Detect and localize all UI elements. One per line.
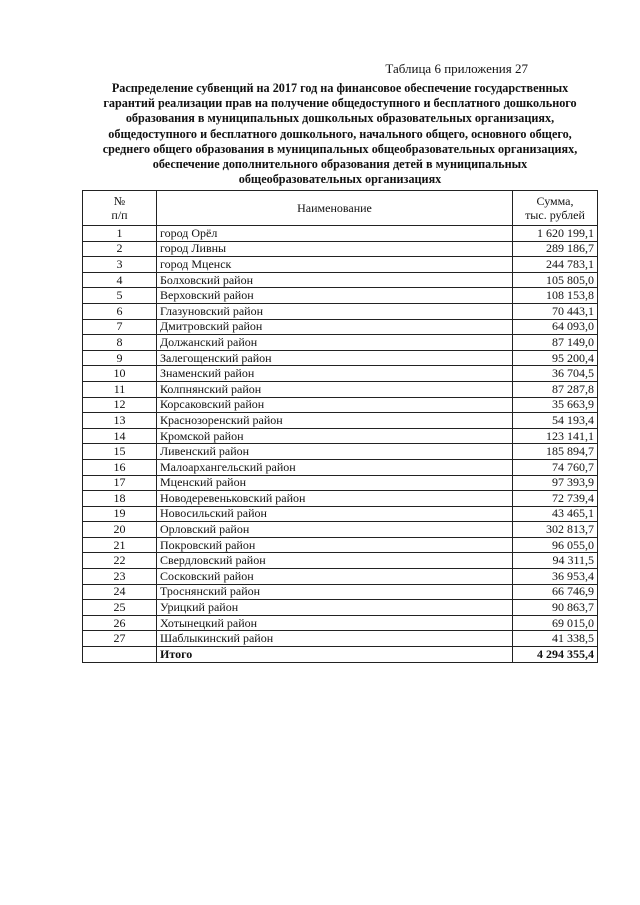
row-number: 10 — [83, 366, 157, 382]
row-sum: 64 093,0 — [513, 319, 598, 335]
table-row — [83, 366, 598, 382]
row-name: Орловский район — [157, 522, 513, 538]
title-line: гарантий реализации прав на получение общедоступного и бесплатного дошкольного — [103, 96, 577, 111]
table-row — [83, 569, 598, 585]
row-number: 14 — [83, 428, 157, 444]
table-row — [83, 428, 598, 444]
row-sum: 36 953,4 — [513, 569, 598, 585]
row-number: 25 — [83, 600, 157, 616]
title-line: обеспечение дополнительного образования детей в муниципальных — [152, 157, 528, 172]
row-number: 1 — [83, 226, 157, 242]
row-number: 18 — [83, 491, 157, 507]
title-line: среднего общего образования в муниципальных общеобразовательных организациях, — [102, 141, 578, 156]
table-row — [83, 600, 598, 616]
header-number — [83, 191, 157, 226]
row-name: Залегощенский район — [157, 350, 513, 366]
header-sum — [513, 191, 598, 226]
row-number: 2 — [83, 241, 157, 257]
row-sum: 1 620 199,1 — [513, 226, 598, 242]
row-sum: 70 443,1 — [513, 303, 598, 319]
row-number: 11 — [83, 381, 157, 397]
row-number: 3 — [83, 257, 157, 273]
row-name: Глазуновский район — [157, 303, 513, 319]
row-sum: 94 311,5 — [513, 553, 598, 569]
row-sum: 87 149,0 — [513, 335, 598, 351]
table-row — [83, 272, 598, 288]
title-line: общеобразовательных организациях — [238, 172, 442, 187]
row-name: Покровский район — [157, 537, 513, 553]
row-sum: 185 894,7 — [513, 444, 598, 460]
row-name: Корсаковский район — [157, 397, 513, 413]
table-row — [83, 491, 598, 507]
row-sum: 96 055,0 — [513, 537, 598, 553]
row-name: Кромской район — [157, 428, 513, 444]
table-row — [83, 459, 598, 475]
row-name: Шаблыкинский район — [157, 631, 513, 647]
row-sum: 41 338,5 — [513, 631, 598, 647]
row-name: город Орёл — [157, 226, 513, 242]
row-number: 19 — [83, 506, 157, 522]
table-row — [83, 319, 598, 335]
row-number: 12 — [83, 397, 157, 413]
row-number: 15 — [83, 444, 157, 460]
row-name: Должанский район — [157, 335, 513, 351]
row-number: 9 — [83, 350, 157, 366]
row-sum: 72 739,4 — [513, 491, 598, 507]
title-line: общедоступного и бесплатного дошкольного, начального общего, основного общего, — [108, 126, 572, 141]
row-name: Краснозоренский район — [157, 413, 513, 429]
row-number: 26 — [83, 615, 157, 631]
table-row — [83, 506, 598, 522]
row-sum: 90 863,7 — [513, 600, 598, 616]
row-name: Дмитровский район — [157, 319, 513, 335]
row-sum: 43 465,1 — [513, 506, 598, 522]
row-number: 24 — [83, 584, 157, 600]
row-number: 13 — [83, 413, 157, 429]
table-row — [83, 335, 598, 351]
row-name: Новосильский район — [157, 506, 513, 522]
row-name: Знаменский район — [157, 366, 513, 382]
row-number: 8 — [83, 335, 157, 351]
row-number: 7 — [83, 319, 157, 335]
table-row — [83, 537, 598, 553]
row-name: Сосковский район — [157, 569, 513, 585]
row-sum: 244 783,1 — [513, 257, 598, 273]
header-sum-line1: Сумма, — [536, 194, 574, 208]
table-row — [83, 381, 598, 397]
table-row — [83, 413, 598, 429]
header-number-line2: п/п — [111, 208, 128, 222]
table-row — [83, 553, 598, 569]
row-name: Новодеревеньковский район — [157, 491, 513, 507]
row-name: город Ливны — [157, 241, 513, 257]
table-header-row — [83, 191, 598, 226]
row-sum: 289 186,7 — [513, 241, 598, 257]
row-number: 17 — [83, 475, 157, 491]
row-sum: 36 704,5 — [513, 366, 598, 382]
header-number-line1: № — [113, 194, 126, 208]
appendix-reference: Таблица 6 приложения 27 — [385, 61, 528, 76]
row-sum: 66 746,9 — [513, 584, 598, 600]
row-number: 6 — [83, 303, 157, 319]
row-name: Хотынецкий район — [157, 615, 513, 631]
table-row — [83, 615, 598, 631]
table-row — [83, 444, 598, 460]
row-name: Колпнянский район — [157, 381, 513, 397]
table-row — [83, 288, 598, 304]
row-name: Урицкий район — [157, 600, 513, 616]
table-row — [83, 350, 598, 366]
header-sum-line2: тыс. рублей — [525, 208, 585, 222]
table-row — [83, 226, 598, 242]
header-name: Наименование — [157, 191, 513, 226]
table-row — [83, 397, 598, 413]
row-sum: 123 141,1 — [513, 428, 598, 444]
row-number: 21 — [83, 537, 157, 553]
row-number: 16 — [83, 459, 157, 475]
row-sum: 54 193,4 — [513, 413, 598, 429]
row-sum: 95 200,4 — [513, 350, 598, 366]
table-row — [83, 303, 598, 319]
row-sum: 97 393,9 — [513, 475, 598, 491]
table-body — [83, 226, 598, 647]
document-title — [82, 81, 598, 187]
row-sum: 108 153,8 — [513, 288, 598, 304]
row-name: Болховский район — [157, 272, 513, 288]
row-sum: 69 015,0 — [513, 615, 598, 631]
row-name: Ливенский район — [157, 444, 513, 460]
table-row — [83, 475, 598, 491]
row-number: 20 — [83, 522, 157, 538]
total-num-cell — [83, 647, 157, 663]
row-number: 4 — [83, 272, 157, 288]
table-row — [83, 241, 598, 257]
row-sum: 74 760,7 — [513, 459, 598, 475]
row-sum: 105 805,0 — [513, 272, 598, 288]
row-name: Троснянский район — [157, 584, 513, 600]
row-number: 22 — [83, 553, 157, 569]
table-row — [83, 584, 598, 600]
row-name: город Мценск — [157, 257, 513, 273]
table-row — [83, 257, 598, 273]
row-number: 5 — [83, 288, 157, 304]
row-name: Свердловский район — [157, 553, 513, 569]
table-row — [83, 631, 598, 647]
row-sum: 87 287,8 — [513, 381, 598, 397]
row-sum: 302 813,7 — [513, 522, 598, 538]
row-number: 23 — [83, 569, 157, 585]
total-row — [83, 647, 598, 663]
total-sum: 4 294 355,4 — [513, 647, 598, 663]
title-line: Распределение субвенций на 2017 год на финансовое обеспечение государственных — [111, 81, 569, 95]
table-row — [83, 522, 598, 538]
row-number: 27 — [83, 631, 157, 647]
row-name: Малоархангельский район — [157, 459, 513, 475]
row-name: Мценский район — [157, 475, 513, 491]
subsidy-table — [82, 190, 598, 663]
row-sum: 35 663,9 — [513, 397, 598, 413]
total-label: Итого — [157, 647, 513, 663]
title-line: образования в муниципальных дошкольных образовательных организациях, — [125, 111, 555, 126]
row-name: Верховский район — [157, 288, 513, 304]
